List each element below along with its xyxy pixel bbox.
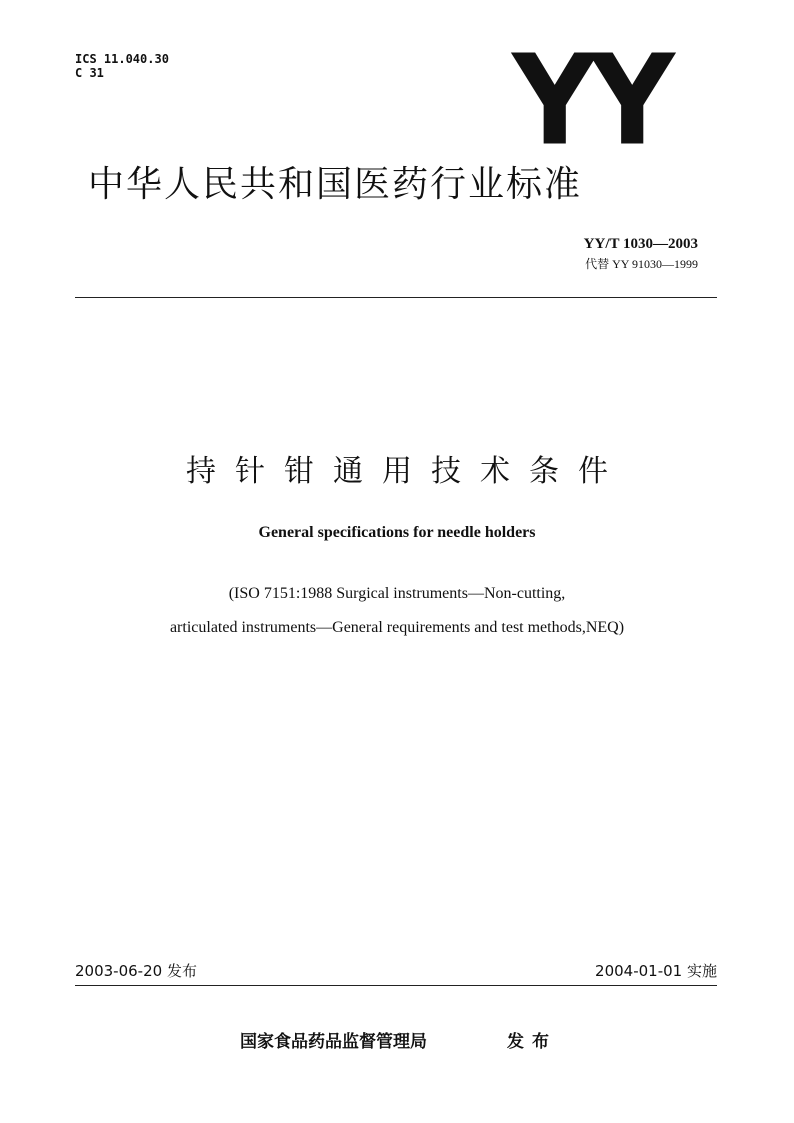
iso-reference-line-2: articulated instruments—General requirements and test methods,NEQ): [169, 619, 625, 636]
yy-logo: YY: [512, 27, 667, 174]
publisher-name: 国家食品药品监督管理局: [240, 1032, 427, 1052]
implementation-date: 2004-01-01 实施: [595, 962, 717, 980]
ccs-code: C 31: [75, 66, 104, 80]
ics-code: ICS 11.040.30: [75, 52, 169, 66]
industry-standard-title: 中华人民共和国医药行业标准: [88, 164, 583, 205]
iso-reference-line-1: (ISO 7151:1988 Surgical instruments—Non-cutting,: [228, 585, 566, 602]
document-title-cn: 持针钳通用技术条件: [186, 454, 627, 489]
standard-number: YY/T 1030—2003: [583, 236, 698, 252]
replaces-standard: 代替 YY 91030—1999: [585, 257, 698, 271]
publish-label: 发布: [507, 1032, 557, 1052]
classification-codes: [75, 52, 169, 80]
bottom-divider: [75, 985, 717, 986]
issue-date: 2003-06-20 发布: [75, 962, 197, 980]
document-title-en: General specifications for needle holders: [258, 524, 536, 541]
top-divider: [75, 297, 717, 298]
